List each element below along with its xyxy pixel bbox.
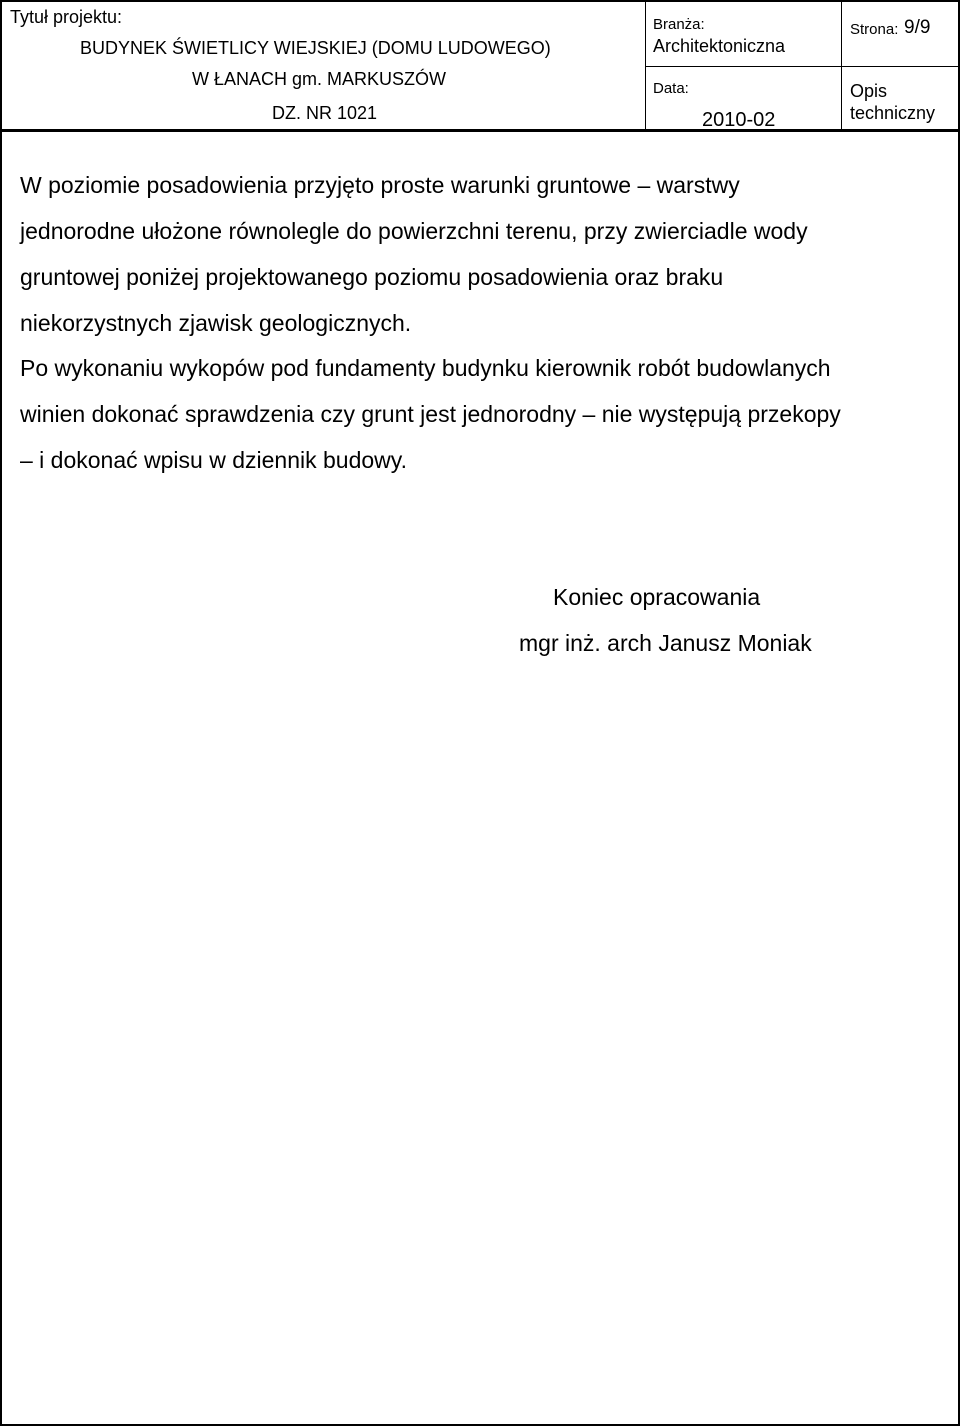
project-title-label: Tytuł projektu: (10, 7, 123, 27)
author-signature: mgr inż. arch Janusz Moniak (519, 630, 812, 656)
title-block-divider (645, 66, 958, 67)
title-block-divider (841, 2, 842, 132)
project-title-line: W ŁANACH gm. MARKUSZÓW (192, 69, 447, 89)
paragraph-line: – i dokonać wpisu w dziennik budowy. (20, 447, 407, 473)
document-type-line: Opis (850, 81, 888, 101)
paragraph-line: Po wykonaniu wykopów pod fundamenty budynku kierownik robót budowlanych (20, 355, 831, 381)
paragraph-line: niekorzystnych zjawisk geologicznych. (20, 310, 412, 336)
paragraph-line: W poziomie posadowienia przyjęto proste warunki gruntowe – warstwy (20, 172, 740, 198)
discipline-label: Branża: (653, 16, 705, 33)
date-label: Data: (653, 80, 689, 97)
project-title-line: BUDYNEK ŚWIETLICY WIEJSKIEJ (DOMU LUDOWEGO) (80, 38, 551, 58)
date-value: 2010-02 (702, 109, 776, 131)
project-title-line: DZ. NR 1021 (272, 103, 378, 123)
page-number-value: 9/9 (904, 17, 931, 38)
paragraph-foundation-conditions (20, 162, 808, 346)
paragraph-line: gruntowej poniżej projektowanego poziomu posadowienia oraz braku (20, 264, 724, 290)
paragraph-line: winien dokonać sprawdzenia czy grunt jest jednorodny – nie występują przekopy (20, 401, 841, 427)
paragraph-excavation-check (20, 345, 841, 483)
paragraph-line: jednorodne ułożone równolegle do powierzchni terenu, przy zwierciadle wody (20, 218, 808, 244)
title-block-divider (645, 2, 646, 132)
document-type-line: techniczny (850, 103, 936, 123)
title-block (2, 2, 958, 132)
discipline-value: Architektoniczna (653, 36, 786, 56)
page-number-label: Strona: (850, 21, 899, 38)
closing-note: Koniec opracowania (553, 584, 761, 610)
